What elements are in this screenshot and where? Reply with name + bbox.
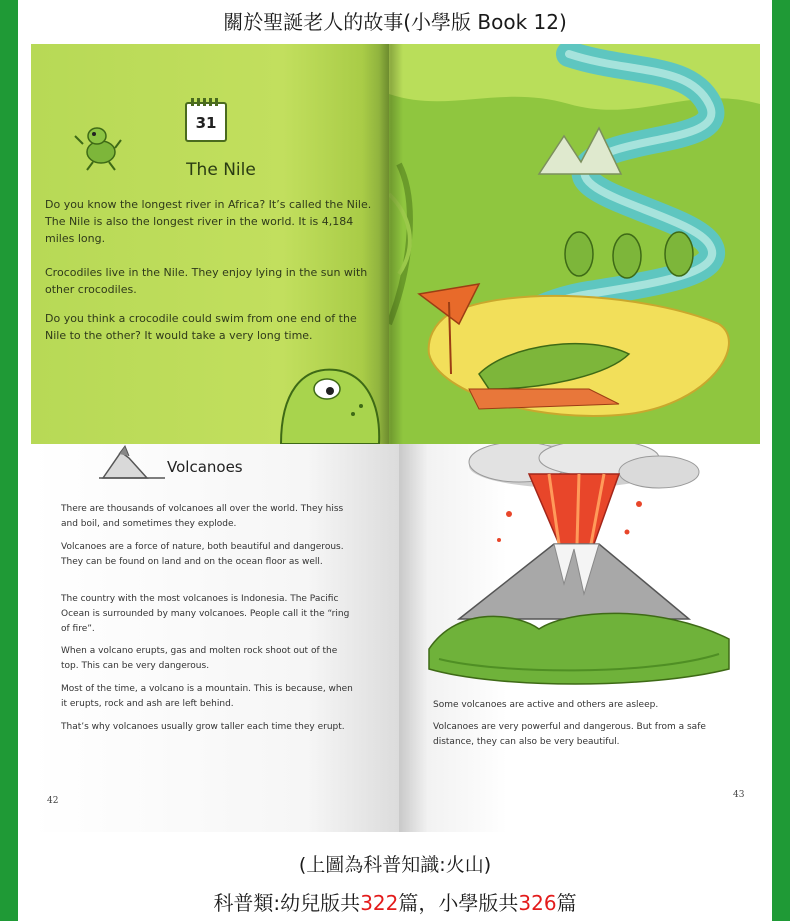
volcano-right-page: [399, 444, 760, 832]
nile-paragraph-2: Crocodiles live in the Nile. They enjoy lying in the sun with other crocodiles.: [45, 266, 368, 296]
erupting-volcano-illustration: [399, 444, 760, 694]
page-number-left: 42: [47, 796, 59, 806]
nile-book-spread: [31, 44, 760, 444]
volcano-paragraph-3: The country with the most volcanoes is Indonesia. The Pacific Ocean is surrounded by many volcanoes. People call it the “ring of fire”.: [61, 594, 350, 634]
nile-right-page: [389, 44, 760, 444]
summary-text-a: 科普類:幼兒版共: [213, 891, 361, 915]
summary-text-b: 篇，小學版共: [398, 891, 519, 915]
volcano-book-spread: [31, 444, 760, 832]
volcano-right-paragraph-2: Volcanoes are very powerful and dangerous. But from a safe distance, they can also be very beautiful.: [433, 722, 706, 747]
crocodile-group-icon: [565, 232, 693, 278]
volcano-paragraph-1: There are thousands of volcanoes all over the world. They hiss and boil, and sometimes they explode.: [61, 504, 344, 529]
summary-count-kids: 322: [360, 891, 399, 915]
illustration-caption: (上圖為科普知識:火山): [298, 854, 492, 876]
summary-line: [0, 887, 790, 916]
nile-heading: The Nile: [186, 160, 256, 180]
volcano-paragraph-2: Volcanoes are a force of nature, both beautiful and dangerous. They can be found on land and on the ocean floor as well.: [61, 542, 344, 567]
nile-paragraph-1: Do you know the longest river in Africa? It’s called the Nile. The Nile is also the longest river in the world. It is 4,184 miles long.: [45, 198, 372, 245]
volcano-paragraph-6: That’s why volcanoes usually grow taller each time they erupt.: [61, 722, 345, 732]
crocodile-head-icon: [281, 370, 379, 444]
left-green-border: [0, 0, 18, 921]
volcano-left-page: [31, 444, 399, 832]
calendar-day: 31: [195, 114, 217, 132]
calendar-icon: [185, 102, 227, 142]
frog-icon: [75, 128, 121, 170]
page-number-right: 43: [733, 790, 745, 800]
volcano-small-icon: [99, 444, 169, 484]
volcanoes-heading: Volcanoes: [167, 458, 243, 476]
right-green-border: [772, 0, 790, 921]
nile-river-illustration: [389, 44, 760, 444]
calendar-rings: [191, 98, 221, 106]
nile-paragraph-3: Do you think a crocodile could swim from one end of the Nile to the other? It would take a very long time.: [45, 312, 357, 342]
volcano-paragraph-5: Most of the time, a volcano is a mountain. This is because, when it erupts, rock and ash are left behind.: [61, 684, 353, 709]
nile-left-page: [31, 44, 391, 444]
summary-count-primary: 326: [518, 891, 557, 915]
page-title: 關於聖誕老人的故事(小學版 Book 12): [223, 10, 567, 34]
volcano-right-paragraph-1: Some volcanoes are active and others are asleep.: [433, 700, 659, 710]
volcano-paragraph-4: When a volcano erupts, gas and molten rock shoot out of the top. This can be very dangerous.: [61, 646, 338, 671]
top-book-gutter: [379, 44, 403, 444]
summary-text-c: 篇: [556, 891, 577, 915]
